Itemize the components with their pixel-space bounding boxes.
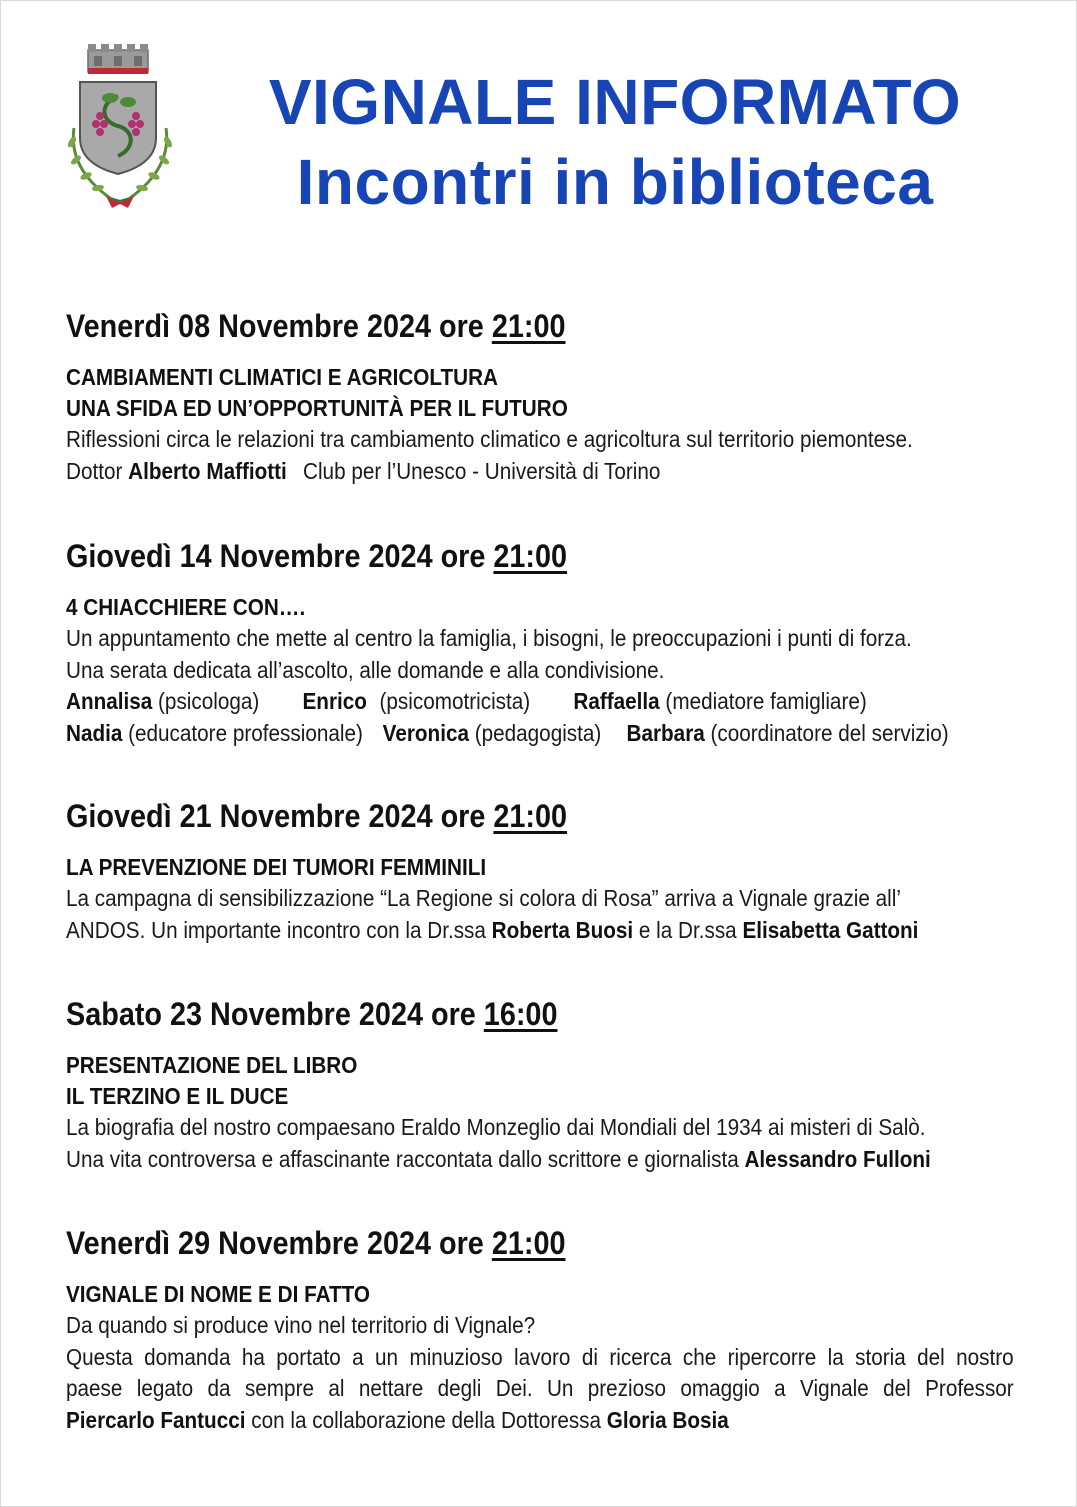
speaker-name: Alessandro Fulloni xyxy=(744,1145,931,1172)
person-name: Enrico xyxy=(302,688,367,714)
speaker-name: Alberto Maffiotti xyxy=(128,457,287,484)
event-title: IL TERZINO E IL DUCE xyxy=(66,1083,289,1109)
event-description: Piercarlo Fantucci con la collaborazione della Dottoressa Gloria Bosia xyxy=(66,1406,729,1433)
person-name: Barbara xyxy=(626,719,705,746)
event-time: 16:00 xyxy=(483,996,558,1032)
event-speaker: Dottor Alberto Maffiotti Club per l’Unesco - Università di Torino xyxy=(66,457,661,484)
event-people-row xyxy=(66,718,949,750)
event-item xyxy=(66,536,1047,749)
speaker-name: Piercarlo Fantucci xyxy=(66,1406,246,1433)
event-date: Giovedì 21 Novembre 2024 ore 21:00 xyxy=(66,798,568,834)
page-title: VIGNALE INFORMATO xyxy=(268,66,962,138)
event-time: 21:00 xyxy=(491,308,566,344)
person-name: Veronica xyxy=(382,719,469,746)
event-item xyxy=(66,306,1007,487)
page-subtitle: Incontri in biblioteca xyxy=(296,146,934,218)
municipal-coat-of-arms-icon xyxy=(58,38,182,214)
event-date: Giovedì 14 Novembre 2024 ore 21:00 xyxy=(66,538,568,574)
speaker-affiliation: Club per l’Unesco - Università di Torino xyxy=(303,457,661,484)
event-title: PRESENTAZIONE DEL LIBRO xyxy=(66,1052,358,1078)
event-title: LA PREVENZIONE DEI TUMORI FEMMINILI xyxy=(66,854,487,880)
event-title: UNA SFIDA ED UN’OPPORTUNITÀ PER IL FUTURO xyxy=(66,395,568,421)
event-item xyxy=(66,994,1027,1175)
event-description: paese legato da sempre al nettare degli Dei. Un prezioso omaggio a Vignale del Professor xyxy=(66,1375,1014,1401)
event-people-row xyxy=(66,686,949,718)
event-time: 21:00 xyxy=(493,538,568,574)
person-role: (pedagogista) xyxy=(474,719,602,746)
person-role: (psicomotricista) xyxy=(379,688,531,714)
event-time: 21:00 xyxy=(493,798,568,834)
event-description-block xyxy=(66,1342,1014,1405)
event-item xyxy=(66,1223,1077,1436)
header xyxy=(190,62,1040,222)
event-description: La biografia del nostro compaesano Eraldo Monzeglio dai Mondiali del 1934 ai misteri di Salò. xyxy=(66,1114,926,1140)
person-name: Raffaella xyxy=(573,688,660,714)
event-time: 21:00 xyxy=(491,1225,566,1261)
event-description: Una vita controversa e affascinante raccontata dallo scrittore e giornalista Alessandro Fulloni xyxy=(66,1145,931,1172)
event-description: La campagna di sensibilizzazione “La Regione si colora di Rosa” arriva a Vignale grazie all’ xyxy=(66,885,901,911)
person-role: (coordinatore del servizio) xyxy=(710,719,949,746)
event-date: Sabato 23 Novembre 2024 ore 16:00 xyxy=(66,996,558,1032)
event-title: CAMBIAMENTI CLIMATICI E AGRICOLTURA xyxy=(66,364,498,390)
speaker-name: Gloria Bosia xyxy=(606,1406,729,1433)
person-name: Annalisa xyxy=(66,688,153,714)
event-date: Venerdì 29 Novembre 2024 ore 21:00 xyxy=(66,1225,566,1261)
speaker-name: Elisabetta Gattoni xyxy=(742,916,919,943)
event-description: Un appuntamento che mette al centro la famiglia, i bisogni, le preoccupazioni i punti di forza. xyxy=(66,625,912,651)
event-description: Da quando si produce vino nel territorio di Vignale? xyxy=(66,1312,536,1338)
person-role: (educatore professionale) xyxy=(128,719,363,746)
event-description: Questa domanda ha portato a un minuzioso lavoro di ricerca che ripercorre la storia del nostro xyxy=(66,1343,1014,1370)
event-title: 4 CHIACCHIERE CON…. xyxy=(66,594,306,620)
person-name: Nadia xyxy=(66,719,123,746)
event-description: ANDOS. Un importante incontro con la Dr.ssa Roberta Buosi e la Dr.ssa Elisabetta Gattoni xyxy=(66,916,919,943)
event-description: Riflessioni circa le relazioni tra cambiamento climatico e agricoltura sul territorio piemontese. xyxy=(66,426,913,452)
person-role: (mediatore famigliare) xyxy=(665,688,867,714)
speaker-name: Roberta Buosi xyxy=(491,916,634,943)
event-date: Venerdì 08 Novembre 2024 ore 21:00 xyxy=(66,308,566,344)
person-role: (psicologa) xyxy=(158,688,260,714)
event-title: VIGNALE DI NOME E DI FATTO xyxy=(66,1281,371,1307)
event-item xyxy=(66,796,1013,946)
event-description: Una serata dedicata all’ascolto, alle domande e alla condivisione. xyxy=(66,656,665,683)
